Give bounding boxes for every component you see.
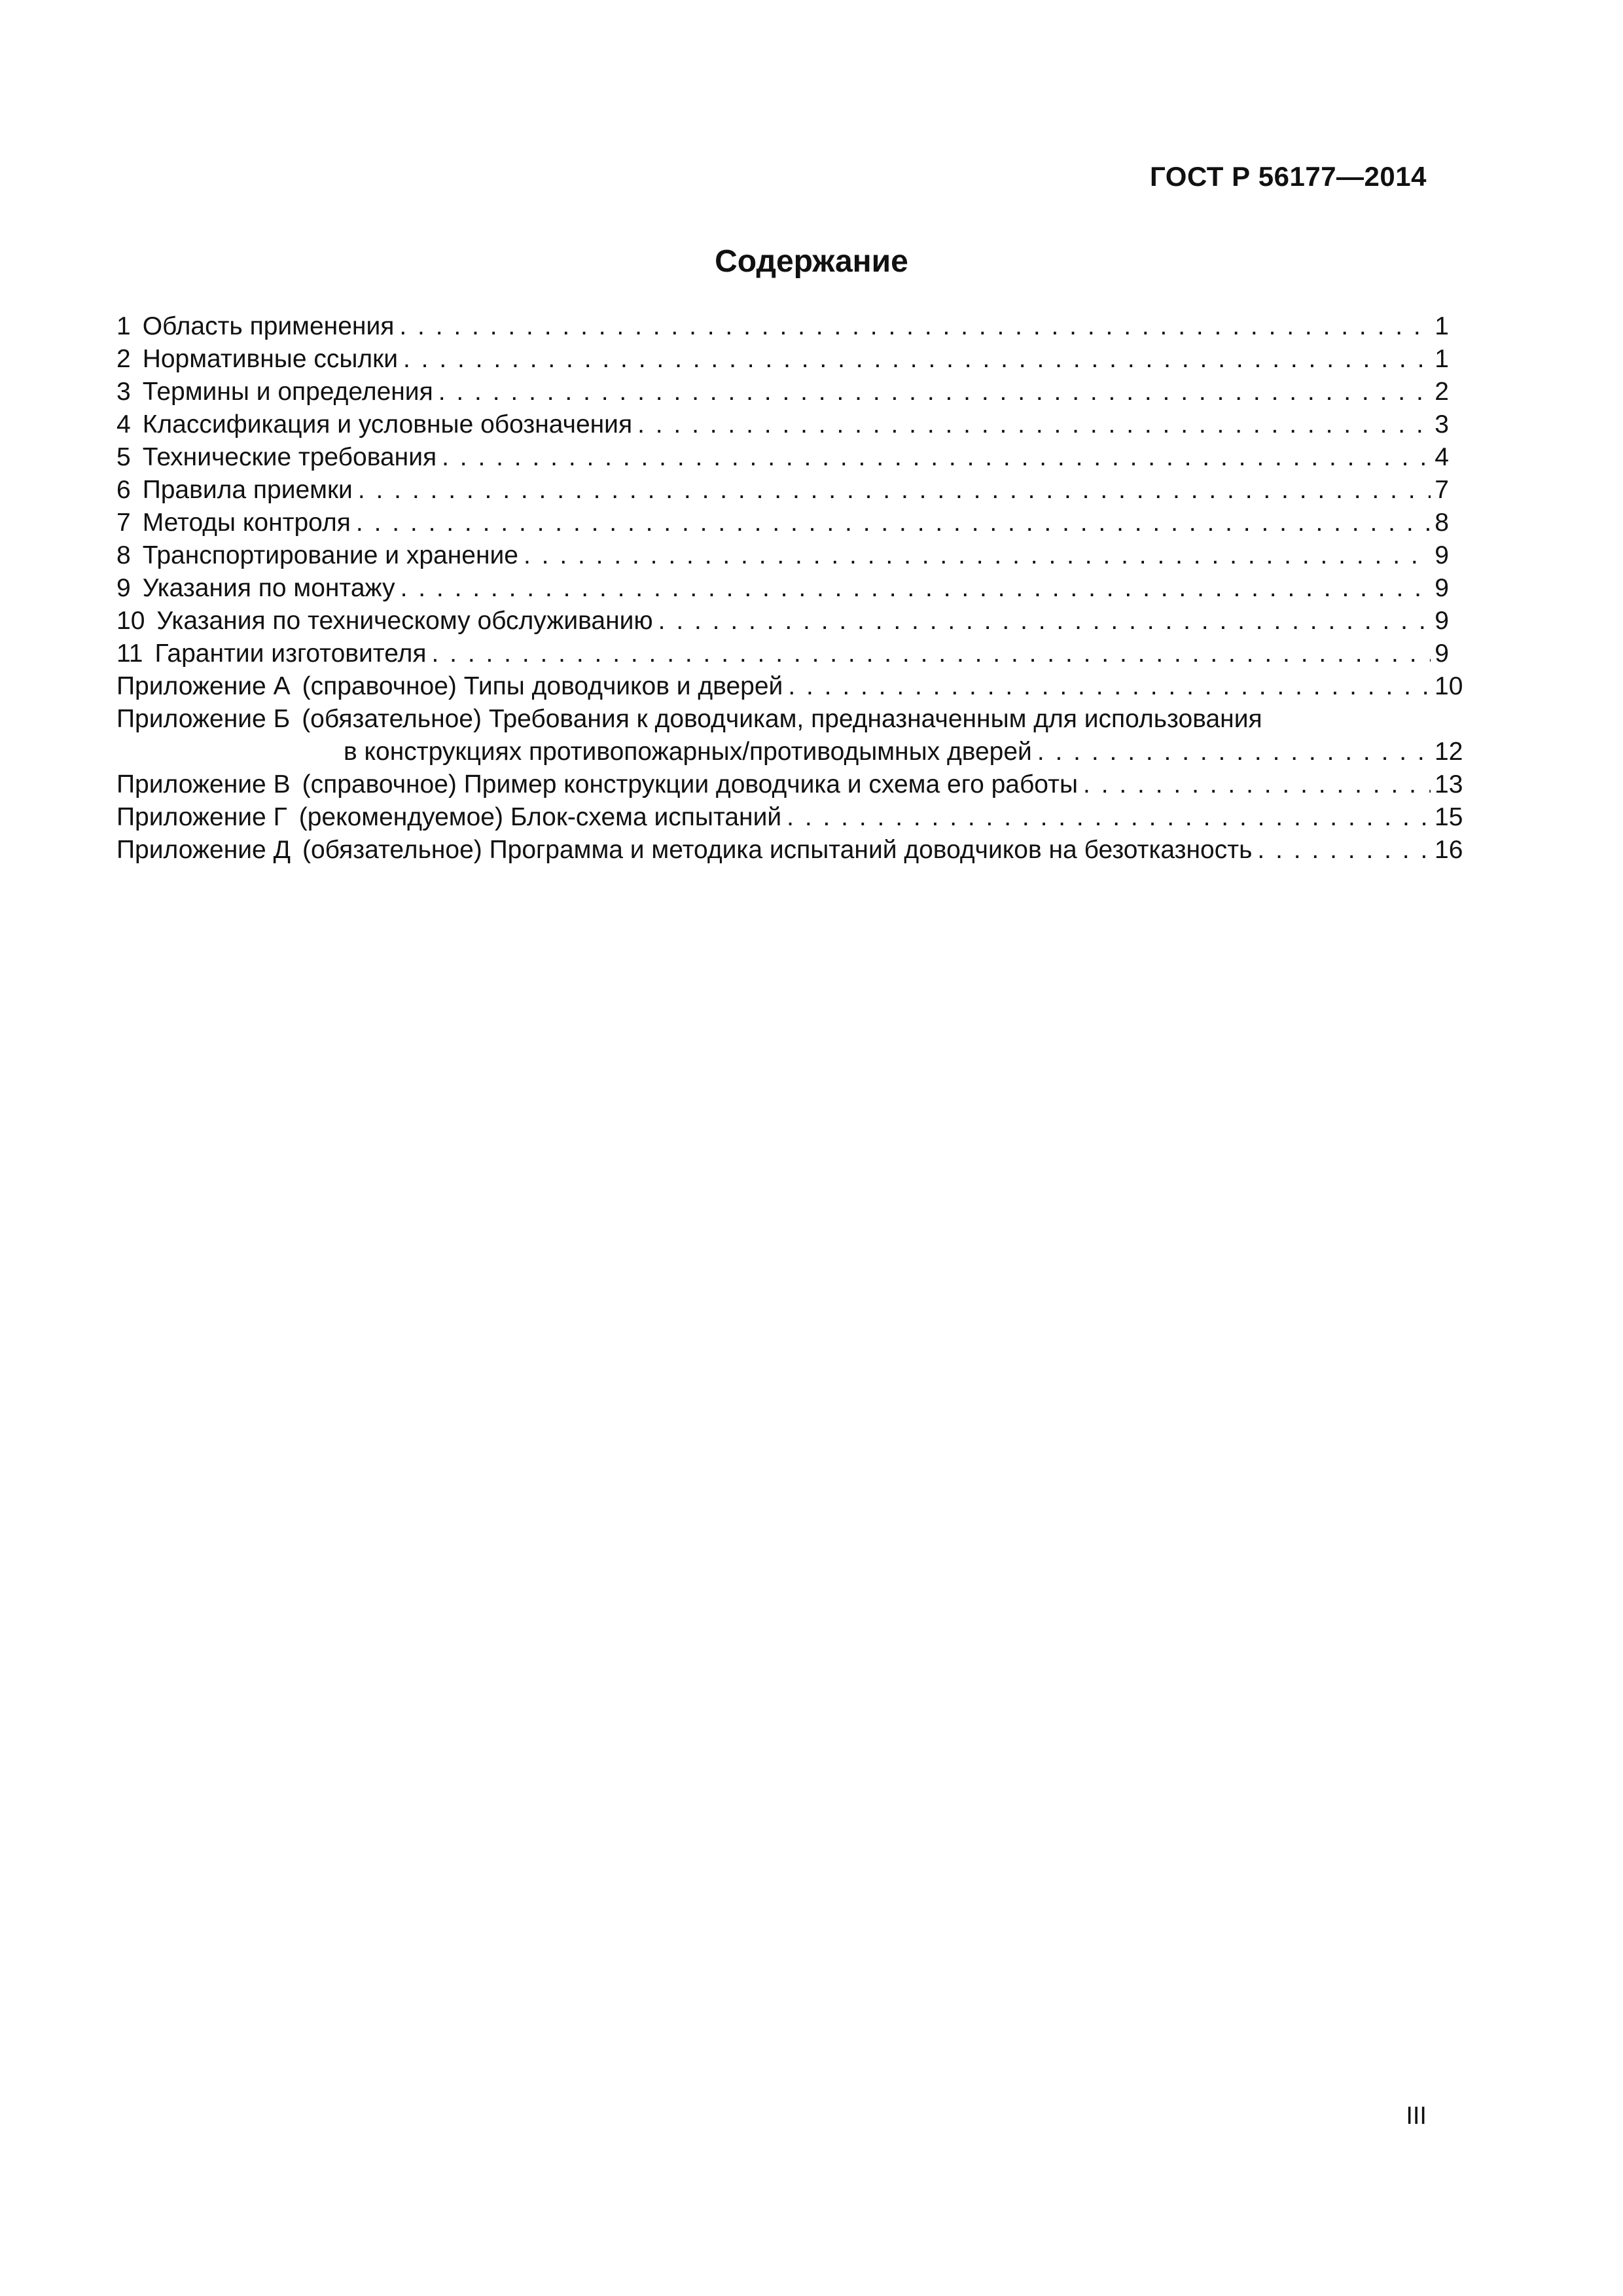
toc-entry-title: Область применения	[142, 312, 395, 340]
dot-leader	[403, 343, 1431, 376]
toc-entry-page: 9	[1435, 541, 1449, 569]
toc-entry-number: 5	[116, 443, 131, 471]
toc-annex-entry[interactable]	[116, 703, 1449, 736]
toc-entry-title: Правила приемки	[142, 476, 353, 504]
toc-entry-number: 8	[116, 541, 131, 569]
toc-entry[interactable]	[116, 474, 1449, 507]
annex-label: Приложение В	[116, 770, 291, 798]
toc-entry[interactable]	[116, 441, 1449, 474]
annex-title: (справочное) Пример конструкции доводчика и схема его работы	[302, 770, 1079, 798]
toc-entry-page: 4	[1435, 443, 1449, 471]
toc-entry-title: Транспортирование и хранение	[142, 541, 518, 569]
toc-entry-number: 7	[116, 509, 131, 537]
annex-page: 13	[1435, 770, 1463, 798]
dot-leader	[399, 310, 1431, 343]
dot-leader	[637, 408, 1431, 441]
toc-entry-title: Термины и определения	[142, 378, 433, 406]
toc-entry-title: Гарантии изготовителя	[154, 639, 427, 668]
annex-label: Приложение Д	[116, 836, 291, 864]
page-number: III	[1406, 2102, 1427, 2130]
toc-entry[interactable]	[116, 572, 1449, 605]
annex-page: 10	[1435, 672, 1463, 700]
toc-entry-title: Указания по монтажу	[142, 574, 395, 602]
toc-entry-number: 4	[116, 410, 131, 439]
toc-title: Содержание	[715, 244, 908, 279]
toc-entry[interactable]	[116, 637, 1449, 670]
dot-leader	[658, 605, 1431, 637]
toc-entry[interactable]	[116, 376, 1449, 408]
annex-page: 15	[1435, 803, 1463, 831]
toc-entry-page: 2	[1435, 378, 1449, 406]
toc-entry[interactable]	[116, 507, 1449, 539]
toc-entry-title: Технические требования	[142, 443, 437, 471]
toc-entry-title: Нормативные ссылки	[142, 345, 398, 373]
annex-page: 16	[1435, 836, 1463, 864]
toc-entry-page: 3	[1435, 410, 1449, 439]
dot-leader	[442, 441, 1431, 474]
toc-annex-continuation[interactable]	[116, 736, 1463, 768]
annex-page: 12	[1435, 738, 1463, 766]
toc-entry-number: 3	[116, 378, 131, 406]
dot-leader	[401, 572, 1431, 605]
annex-title: (обязательное) Программа и методика испытаний доводчиков на безотказность	[302, 836, 1253, 864]
toc-annex-entry[interactable]	[116, 768, 1463, 801]
toc-entry-title: Указания по техническому обслуживанию	[156, 607, 653, 635]
document-code: ГОСТ Р 56177—2014	[1150, 161, 1427, 192]
dot-leader	[438, 376, 1431, 408]
dot-leader	[431, 637, 1431, 670]
toc-entry-title: Методы контроля	[142, 509, 351, 537]
toc-entry[interactable]	[116, 408, 1449, 441]
dot-leader	[1083, 768, 1431, 801]
toc-entry[interactable]	[116, 605, 1449, 637]
annex-label: Приложение Г	[116, 803, 287, 831]
toc-entry-page: 1	[1435, 345, 1449, 373]
dot-leader	[1037, 736, 1431, 768]
annex-label: Приложение Б	[116, 705, 291, 733]
toc-entry-page: 9	[1435, 607, 1449, 635]
toc-annex-entry[interactable]	[116, 801, 1463, 834]
annex-title-continuation: в конструкциях противопожарных/противодымных дверей	[344, 738, 1032, 766]
toc-entry-number: 10	[116, 607, 145, 635]
toc-entry-number: 9	[116, 574, 131, 602]
toc-entry-page: 1	[1435, 312, 1449, 340]
table-of-contents	[116, 310, 1463, 867]
toc-entry-title: Классификация и условные обозначения	[142, 410, 633, 439]
dot-leader	[358, 474, 1431, 507]
annex-title: (справочное) Типы доводчиков и дверей	[302, 672, 783, 700]
annex-title: (рекомендуемое) Блок-схема испытаний	[298, 803, 782, 831]
toc-entry[interactable]	[116, 310, 1449, 343]
toc-entry-number: 1	[116, 312, 131, 340]
dot-leader	[356, 507, 1431, 539]
toc-entry-page: 8	[1435, 509, 1449, 537]
toc-entry-page: 9	[1435, 639, 1449, 668]
annex-title: (обязательное) Требования к доводчикам, предназначенным для использования	[302, 705, 1262, 733]
annex-label: Приложение А	[116, 672, 291, 700]
toc-entry-page: 7	[1435, 476, 1449, 504]
dot-leader	[1257, 834, 1431, 867]
toc-entry-number: 2	[116, 345, 131, 373]
toc-entry[interactable]	[116, 539, 1449, 572]
toc-entry-number: 11	[116, 639, 143, 668]
dot-leader	[787, 801, 1431, 834]
toc-annex-entry[interactable]	[116, 670, 1463, 703]
dot-leader	[788, 670, 1431, 703]
toc-entry-page: 9	[1435, 574, 1449, 602]
toc-entry[interactable]	[116, 343, 1449, 376]
toc-entry-number: 6	[116, 476, 131, 504]
toc-annex-entry[interactable]	[116, 834, 1463, 867]
dot-leader	[524, 539, 1431, 572]
